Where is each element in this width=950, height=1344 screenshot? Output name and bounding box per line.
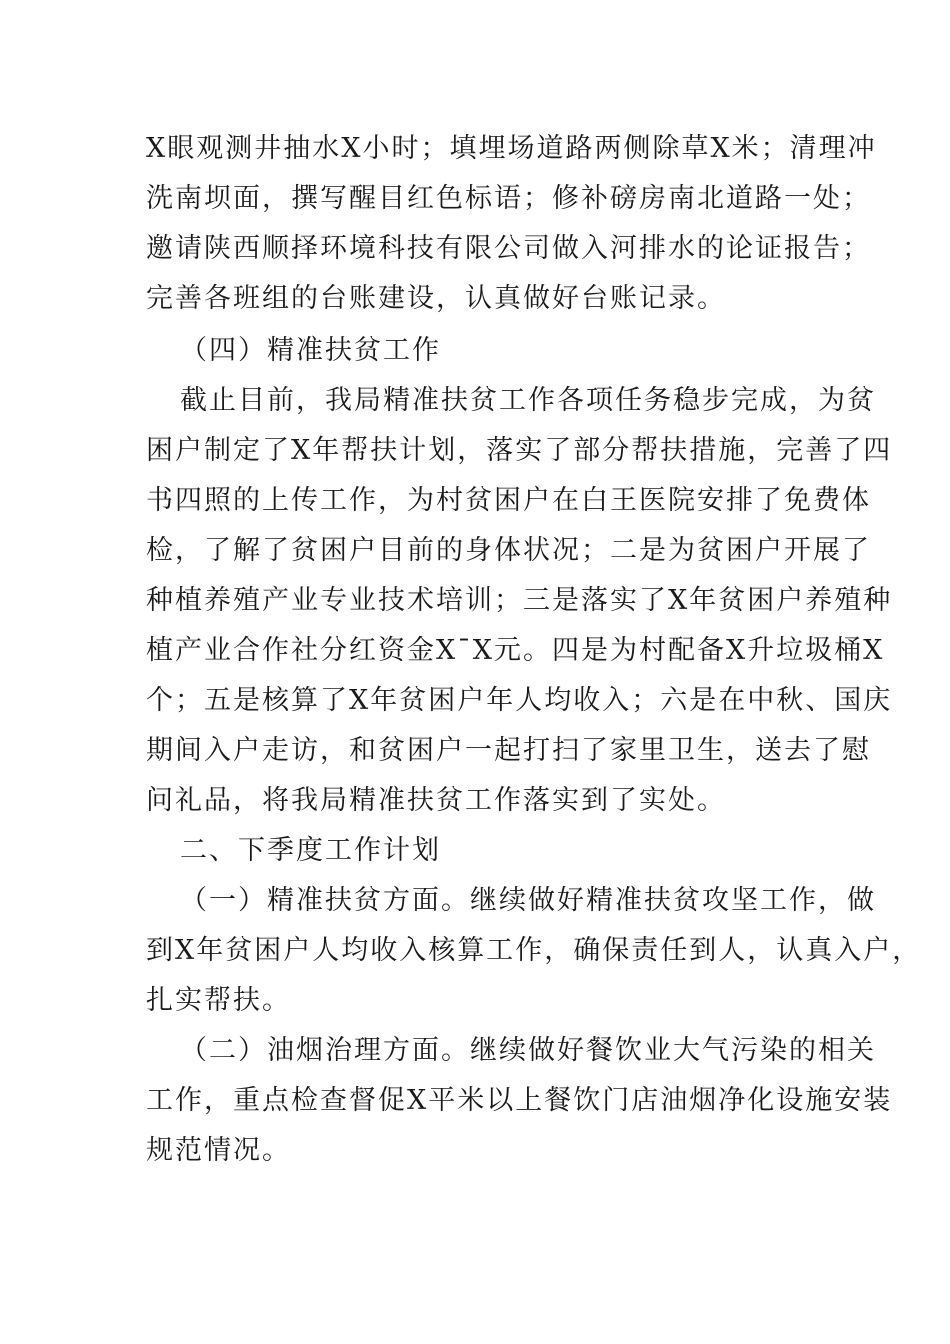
paragraph-start: （二）油烟治理方面。继续做好餐饮业大气污染的相关 — [180, 1035, 876, 1066]
text-line: 扎实帮扶。 — [146, 985, 291, 1016]
text-line: 到X年贫困户人均收入核算工作，确保责任到人，认真入户， — [146, 935, 922, 966]
text-line: 书四照的上传工作，为村贫困户在白王医院安排了免费体 — [146, 485, 871, 516]
text-line: 困户制定了X年帮扶计划，落实了部分帮扶措施，完善了四 — [146, 435, 893, 466]
text-line: X眼观测井抽水X小时；填埋场道路两侧除草X米；清理冲 — [146, 133, 877, 164]
text-line: 完善各班组的台账建设，认真做好台账记录。 — [146, 283, 726, 314]
text-line: 期间入户走访，和贫困户一起打扫了家里卫生，送去了慰 — [146, 735, 871, 766]
text-line: 问礼品，将我局精准扶贫工作落实到了实处。 — [146, 785, 726, 816]
section-heading: （四）精准扶贫工作 — [180, 335, 441, 366]
paragraph-start: （一）精准扶贫方面。继续做好精准扶贫攻坚工作，做 — [180, 885, 876, 916]
text-line: 工作，重点检查督促X平米以上餐饮门店油烟净化设施安装 — [146, 1085, 893, 1116]
text-line: 邀请陕西顺择环境科技有限公司做入河排水的论证报告； — [146, 233, 871, 264]
text-line: 洗南坝面，撰写醒目红色标语；修补磅房南北道路一处； — [146, 183, 871, 214]
text-line: 检，了解了贫困户目前的身体状况；二是为贫困户开展了 — [146, 535, 871, 566]
text-line: 植产业合作社分红资金X¯X元。四是为村配备X升垃圾桶X — [146, 635, 885, 666]
text-line: 规范情况。 — [146, 1135, 291, 1166]
paragraph-start: 截止目前，我局精准扶贫工作各项任务稳步完成，为贫 — [180, 385, 876, 416]
text-line: 个；五是核算了X年贫困户年人均收入；六是在中秋、国庆 — [146, 685, 893, 716]
section-heading: 二、下季度工作计划 — [180, 835, 441, 866]
text-line: 种植养殖产业专业技术培训；三是落实了X年贫困户养殖种 — [146, 585, 893, 616]
